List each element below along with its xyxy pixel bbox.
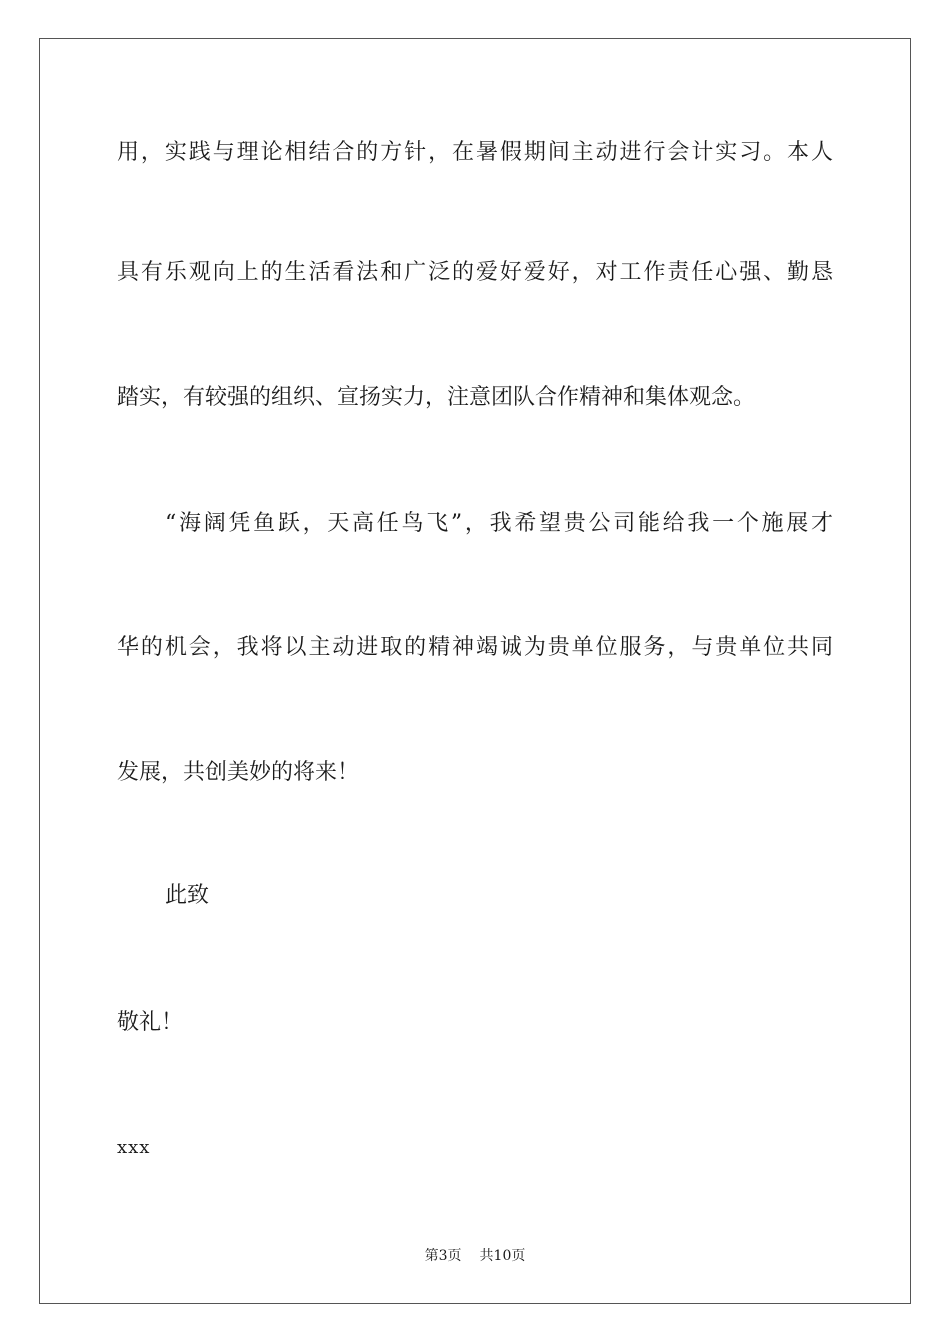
body-line-2: 具有乐观向上的生活看法和广泛的爱好爱好，对工作责任心强、勤恳: [117, 260, 833, 285]
body-line-1: 用，实践与理论相结合的方针，在暑假期间主动进行会计实习。本人: [117, 140, 833, 165]
body-line-3: 踏实，有较强的组织、宣扬实力，注意团队合作精神和集体观念。: [117, 385, 756, 410]
body-line-6: 发展，共创美妙的将来！: [117, 760, 360, 785]
page-footer: [0, 1246, 950, 1266]
page-number: 第3页: [424, 1248, 462, 1264]
salutation-text: 敬礼！: [117, 1010, 184, 1035]
body-line-4: “海阔凭鱼跃，天高任鸟飞”，我希望贵公司能给我一个施展才: [165, 511, 833, 536]
page-border: [39, 38, 911, 1304]
body-line-5: 华的机会，我将以主动进取的精神竭诚为贵单位服务，与贵单位共同: [117, 635, 833, 660]
signature-text: xxx: [117, 1137, 151, 1158]
closing-text: 此致: [165, 883, 210, 908]
page-total: 共10页: [479, 1248, 526, 1264]
